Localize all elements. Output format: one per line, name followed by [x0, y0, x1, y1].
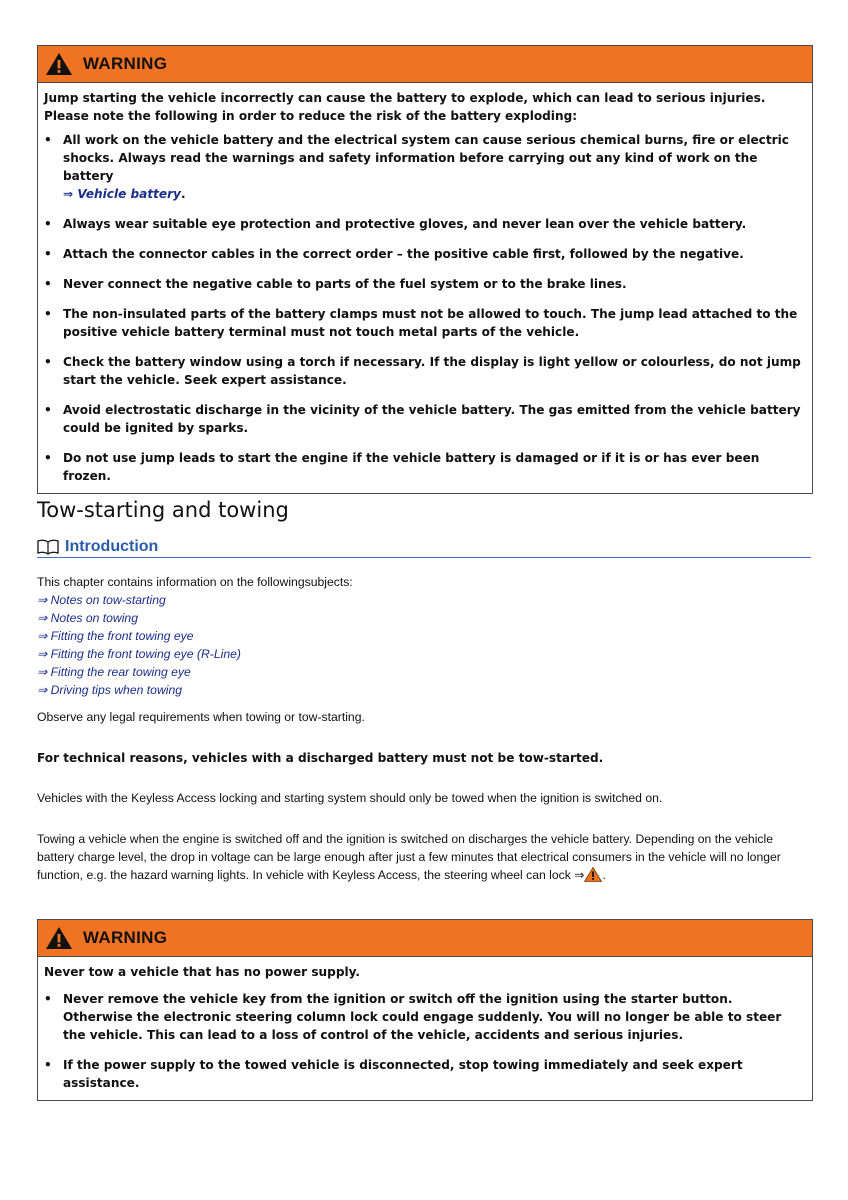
warning-intro: Never tow a vehicle that has no power supply.: [44, 965, 360, 979]
warning-item: • Never remove the vehicle key from the ignition or switch off the ignition using the starter button. Otherwise the electronic steering column lock could engage suddenly. You will no longer be able to steer the vehicle. This can lead to a loss of control of the vehicle, accidents and serious injuries.: [44, 992, 782, 1042]
link-front-towing-eye[interactable]: ⇒ Fitting the front towing eye: [37, 629, 194, 643]
section-title: Tow-starting and towing: [37, 498, 289, 522]
warning-item: • If the power supply to the towed vehicle is disconnected, stop towing immediately and seek expert assistance.: [44, 1058, 743, 1090]
warning-item: • The non-insulated parts of the battery clamps must not be allowed to touch. The jump lead attached to the positive vehicle battery terminal must not touch metal parts of the vehicle.: [44, 307, 798, 339]
warning-header: [38, 46, 812, 83]
book-icon: [37, 539, 59, 555]
technical-reasons: For technical reasons, vehicles with a discharged battery must not be tow-started.: [37, 751, 604, 765]
warning-intro: Jump starting the vehicle incorrectly can cause the battery to explode, which can lead to serious injuries. Please note the following in order to reduce the risk of the battery exploding:: [44, 91, 766, 123]
link-notes-towing[interactable]: ⇒ Notes on towing: [37, 611, 138, 625]
warning-item: • Attach the connector cables in the correct order – the positive cable first, followed by the negative.: [44, 247, 744, 261]
warning-box-battery: [37, 45, 813, 494]
warning-item: • Check the battery window using a torch if necessary. If the display is light yellow or colourless, do not jump start the vehicle. Seek expert assistance.: [44, 355, 801, 387]
warning-list: [44, 990, 804, 1092]
warning-triangle-icon: [45, 926, 73, 950]
vehicle-battery-link[interactable]: ⇒ Vehicle battery: [63, 187, 181, 201]
link-rear-towing-eye[interactable]: ⇒ Fitting the rear towing eye: [37, 665, 191, 679]
introduction-heading: [37, 537, 811, 558]
legal-requirements: Observe any legal requirements when towing or tow-starting.: [37, 710, 365, 724]
chapter-links: [37, 591, 811, 699]
warning-item: • All work on the vehicle battery and the electrical system can cause serious chemical burns, fire or electric shocks. Always read the warnings and safety information before carrying out any kind of work on the battery ⇒ Vehicle battery.: [44, 133, 789, 201]
warning-item: • Always wear suitable eye protection and protective gloves, and never lean over the vehicle battery.: [44, 217, 747, 231]
warning-title: WARNING: [83, 54, 168, 73]
warning-list: [44, 131, 804, 485]
warning-header: [38, 920, 812, 957]
chapter-text: This chapter contains information on the followingsubjects:: [37, 575, 353, 589]
link-driving-tips[interactable]: ⇒ Driving tips when towing: [37, 683, 183, 697]
introduction-label: Introduction: [65, 538, 159, 555]
warning-body: [38, 957, 812, 1100]
warning-triangle-icon[interactable]: [584, 867, 602, 882]
warning-box-towing: [37, 919, 813, 1101]
warning-item: • Never connect the negative cable to parts of the fuel system or to the brake lines.: [44, 277, 627, 291]
link-notes-tow-starting[interactable]: ⇒ Notes on tow-starting: [37, 593, 166, 607]
warning-body: [38, 83, 812, 493]
towing-paragraph: Towing a vehicle when the engine is switched off and the ignition is switched on discharges the vehicle battery. Depending on the vehicle battery charge level, the drop in voltage can be large enough after just a few minutes that electrical consumers in the vehicle will no longer function, e.g. the hazard warning lights. In vehicle with Keyless Access, the steering wheel can lock ⇒ .: [37, 832, 781, 882]
warning-item: • Do not use jump leads to start the engine if the vehicle battery is damaged or if it is or has ever been frozen.: [44, 451, 760, 483]
warning-triangle-icon: [45, 52, 73, 76]
warning-item: • Avoid electrostatic discharge in the vicinity of the vehicle battery. The gas emitted from the vehicle battery could be ignited by sparks.: [44, 403, 801, 435]
warning-title: WARNING: [83, 928, 168, 947]
keyless-access-note: Vehicles with the Keyless Access locking and starting system should only be towed when the ignition is switched on.: [37, 791, 663, 805]
link-front-towing-eye-rline[interactable]: ⇒ Fitting the front towing eye (R-Line): [37, 647, 241, 661]
